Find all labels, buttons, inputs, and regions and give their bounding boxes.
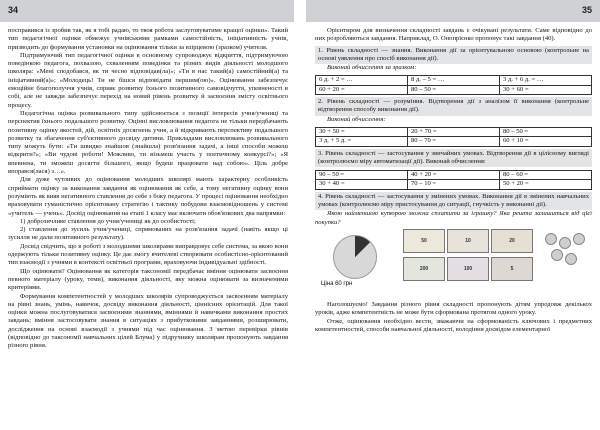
banknote-image: 200 — [403, 257, 445, 281]
list-item: 2) ставлення до зусиль учня/учениці, спрямованих на розв'язання задачі (навіть якщо ці зусилля не дали позитивного результату). — [8, 226, 288, 242]
paragraph: Досвід свідчить, що в роботі з молодшими школярами виправдовує себе система, за якою вони одержують тільки позитивну оцінку. Це дає змогу вчителеві створювати особистісно-орієнтований тип взаємодії з учнями в контексті освітньої програми, враховуючи індивідуальні здібності. — [8, 242, 288, 267]
table-cell: 90 – 50 = — [316, 171, 408, 180]
paragraph: Що оцінювати? Оцінювання як категорія таксономії передбачає вміння оцінювати засвоєння певного матеріалу (уроку, теми), виконання діяльності, яку можна оцінювати за визначеними критеріями. — [8, 267, 288, 292]
table-cell: 80 – 50 = — [500, 127, 592, 136]
table-row — [316, 180, 592, 189]
intro-paragraph: Орієнтиром для визначення складності завдань є очікувані результати. Саме відповідно до них розробляються завдання. Наприклад, О. Онопрієнко пропонує такі завдання (40). — [315, 27, 592, 43]
left-page-header-bar — [0, 0, 294, 22]
right-page-header-bar — [306, 0, 600, 22]
table-cell: 80 – 70 = — [408, 137, 500, 146]
table-cell: 60 + 10 = — [500, 137, 592, 146]
price-label: Ціна 60 грн — [321, 280, 353, 287]
table-cell: 30 + 40 = — [316, 180, 408, 189]
table-cell: 6 д. + 2 = … — [316, 76, 408, 85]
coin-image — [573, 233, 585, 245]
table-row — [316, 85, 592, 94]
table-row — [316, 76, 592, 85]
coin-image — [565, 253, 577, 265]
paragraph: Для дуже чутливих до оцінювання молодших школярі мають характерну особливість сприймати оцінку за виконання завдання як оцінювання як себе, а тому негативну оцінку вони розуміють як вияв негативного ставлення до себе з боку педагога. У процесі оцінювання необхідно враховувати гуманістично орієнтовану стратегію і тактику побудови взаємовідношень у системі «учитель — учень». Досвід оцінювання на етапі 1 класу має включати обов'язкових два напрямки: — [8, 176, 288, 217]
table-cell: 70 – 10 = — [408, 180, 500, 189]
exercise-table — [315, 127, 592, 147]
exercise-table — [315, 170, 592, 190]
section-title: 2. Рівень складності — розуміння. Відтворення дії з аналізом її виконання (контрольне відтворення способу виконання дії). — [318, 98, 589, 114]
table-cell: 80 – 50 = — [408, 85, 500, 94]
paragraph: Підтримуючий тип педагогічної оцінки в основному супроводжує відкриття, підтримуючою поведінкою педагога, похвалою, схваленням поведінки та різних видів діяльності молодшого школяра: «Мені сподобався, як ти чесно відповідав(ла)»; «Ти в нас такий(а) самостійний(а) та ініціативний(а)»; «Молодець! Ти не бішся відповідати першим(ою)». Оцінювання забезпечує емоційне благополуччя учнів, сприяє розвитку їхнього позитивного самовідчуття, упевненості в собі, але не завжди забезпечує перехід на новий рівень розвитку й засвоєння змісту освітнього процесу. — [8, 51, 288, 109]
level-section-4 — [315, 192, 592, 211]
banknote-image: 5 — [491, 257, 533, 281]
banknote-image: 10 — [447, 229, 489, 253]
task-caption: Виконай обчислення за зразком: — [327, 64, 417, 72]
table-row — [316, 171, 592, 180]
table-cell: 30 + 60 = — [500, 85, 592, 94]
table-cell: 8 д. – 5 = … — [408, 76, 500, 85]
money-illustration — [315, 229, 592, 299]
closing-paragraph: Наголошуємо! Завдання різного рівня складності пропонують дітям упродовж декількох уроків, адже компетентність не може бути сформована протягом одного уроку. — [315, 300, 592, 317]
table-cell: 20 + 70 = — [408, 127, 500, 136]
ball-toy-image — [333, 235, 377, 279]
banknote-image: 100 — [447, 257, 489, 281]
right-page — [315, 27, 592, 334]
right-page-number: 35 — [581, 5, 592, 15]
section-title: 1. Рівень складності — знання. Виконання дії за орієнтувальною основою (контрольне на основі уявлення про спосіб виконання дії). — [318, 46, 589, 62]
task-caption: Якою найменшою купюрою можна сплатити за іграшку? Яка решта залишиться від цієї покупки? — [315, 210, 592, 226]
table-cell: 30 + 50 = — [316, 127, 408, 136]
section-title: 3. Рівень складності — застосування у звичайних умовах. Відтворення дії в цілісному вигляді (контролюємо міру автоматизації дії). Виконай обчислення: — [318, 149, 589, 165]
banknote-image: 50 — [403, 229, 445, 253]
paragraph: посправився із зробив так, як я тобі радаю, то твоя робота заслуговуватиме кращої оцінки». Такий тип педагогічної оцінки обмежує учнівськими рамками самостійність, ініціативність учнів, призводить до формування установки на оцінювання тільки за взірцевою (зразком) учителя. — [8, 27, 288, 51]
paragraph: Педагогічна оцінка розвивального типу здійснюється з позиції інтересів учня/учениці та перспектив їхнього подальшого розвитку. Оцінні висловлювання педагога не тільки передбачають позитивну оцінку якостей, дій, освітніх досягнень учня, а й відкривають перспективу подальшого розвитку та збагачення суб'єктивного досвіду дитини. Прикладами висловлювань розвивального типу можуть бути: «Ти швидко знайшов (знайшла) розв'язання задачі, а інші способи можеш відкрити?»; «Ви чудові роботи! Можливо, ти візьмеш участь у поетичному конкурсі?»; «Я впевнена, ти зможеш досягти більшого, якщо будеш працювати над собою». Ціль добре впорався(лася) з…». — [8, 109, 288, 176]
exercise-table — [315, 75, 592, 95]
level-section-2 — [315, 97, 592, 116]
list-item: 1) доброзичливе ставлення до учня/учениці як до особистості; — [20, 217, 196, 225]
task-caption: Виконай обчислення: — [327, 115, 386, 123]
table-row — [316, 137, 592, 146]
left-page — [8, 27, 288, 351]
coin-image — [545, 233, 557, 245]
level-section-3 — [315, 149, 592, 168]
paragraph: Формування компетентностей у молодших школярів супроводжується засвоєнням матеріалу на рівні знань, умінь, навичок, досвіду виконання діяльності, ціннісних орієнтацій. Для такої оцінки можна послуговуватися засвоєними знаннями, вміннями й навичками виконання простих завдань; вміння застосовувати знання в ситуаціях з прибутковими завданнями, розширювати, дослідження на основі взаємодії з учнями під час оцінювання. З метою перевірки рівнів (відповідно до таксономії навчальних цілей Блума) у підручнику школярам пропонують завдання різного рівня. — [8, 292, 288, 350]
table-cell: 50 + 20 = — [500, 180, 592, 189]
table-cell: 40 + 20 = — [408, 171, 500, 180]
coin-image — [559, 237, 571, 249]
table-cell: 3 д. + 6 д. = … — [500, 76, 592, 85]
coin-image — [551, 249, 563, 261]
left-page-number: 34 — [8, 5, 19, 15]
section-title: 4. Рівень складності — застосування у змінених умовах. Виконання дії в змінених навчальних умовах (контролюємо міру пристосування до ситуації, гнучкість у виконанні дії). — [318, 192, 589, 209]
table-cell: 60 + 20 = — [316, 85, 408, 94]
level-section-1 — [315, 46, 592, 65]
closing-paragraph: Отже, оцінювання необхідно вести, зважаючи на сформованість ключових і предметних компетентностей, способи навчальної діяльності, володіння досвідом елементарної — [315, 317, 592, 333]
table-row — [316, 127, 592, 136]
table-cell: 3 д. + 5 д. = — [316, 137, 408, 146]
table-cell: 80 – 60 = — [500, 171, 592, 180]
banknote-image: 20 — [491, 229, 533, 253]
